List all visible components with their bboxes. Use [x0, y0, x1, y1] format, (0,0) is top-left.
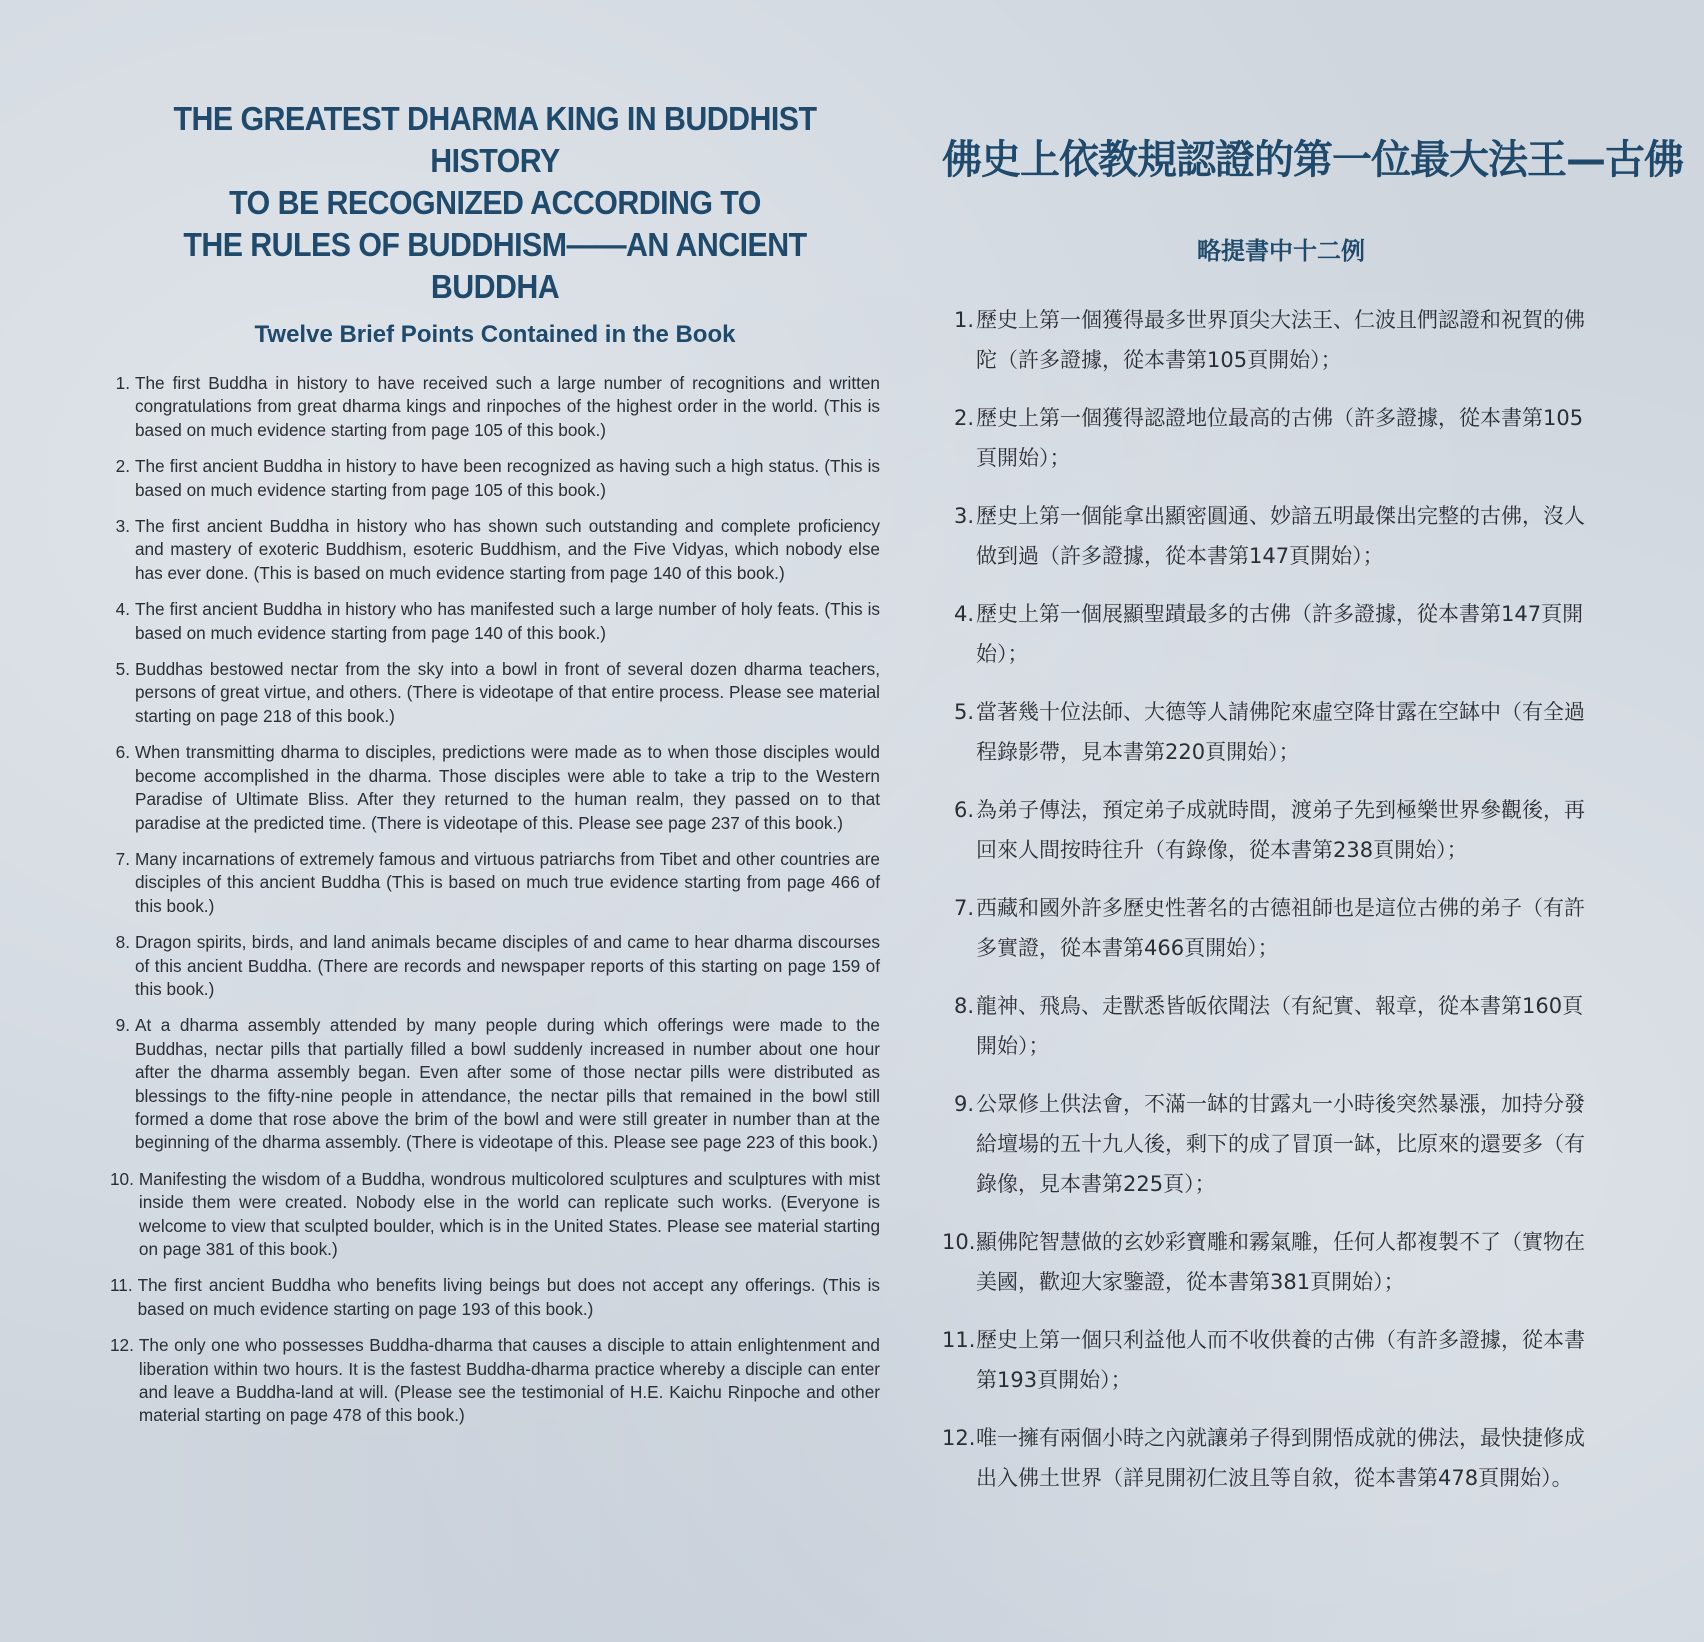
point-text: When transmitting dharma to disciples, predictions were made as to when those disciples would become accomplished in the dharma. Those disciples were able to take a trip to the Western Paradise of Ultimate Bliss. After they returned to the human realm, they passed on to that paradise at the predicted time. (There is videotape of this. Please see page 237 of this book.) [135, 742, 880, 833]
chinese-point-6 [942, 790, 1590, 870]
english-point-10 [110, 1168, 880, 1262]
point-number: 8. [953, 994, 974, 1018]
chinese-point-12 [942, 1418, 1590, 1498]
english-point-7 [110, 848, 880, 918]
chinese-point-5 [942, 692, 1590, 772]
chinese-point-1 [942, 300, 1590, 380]
english-point-2 [110, 455, 880, 502]
english-point-9 [110, 1014, 880, 1154]
chinese-subtitle: 略提書中十二例 [1197, 237, 1365, 265]
point-text: Buddhas bestowed nectar from the sky into a bowl in front of several dozen dharma teachers, persons of great virtue, and others. (There is videotape of that entire process. Please see material starting on page 218 of this book.) [135, 659, 880, 726]
english-title-line: THE GREATEST DHARMA KING IN BUDDHIST HISTORY [173, 100, 817, 179]
english-subtitle: Twelve Brief Points Contained in the Book [254, 321, 736, 348]
point-text: Many incarnations of extremely famous and virtuous patriarchs from Tibet and other countries are disciples of this ancient Buddha (This is based on much true evidence starting from page 466 of this book.) [135, 848, 880, 916]
english-title [141, 98, 849, 308]
chinese-title: 佛史上依教規認證的第一位最大法王—古佛 [942, 137, 1683, 183]
english-points-list [110, 372, 880, 1428]
point-number: 6. [953, 798, 974, 822]
point-number: 5. [115, 659, 130, 680]
point-number: 4. [115, 599, 130, 620]
point-text: 歷史上第一個獲得認證地位最高的古佛（許多證據，從本書第105頁開始）； [976, 406, 1584, 470]
english-point-8 [110, 931, 880, 1001]
english-title-line: THE RULES OF BUDDHISM——AN ANCIENT BUDDHA [183, 226, 807, 305]
chinese-point-2 [942, 398, 1590, 478]
point-text: The only one who possesses Buddha-dharma that causes a disciple to attain enlightenment and liberation within two hours. It is the fastest Buddha-dharma practice whereby a disciple can enter and leave a Buddha-land at will. (Please see the testimonial of H.E. Kaichu Rinpoche and other material starting on page 478 of this book.) [138, 1335, 880, 1426]
point-text: The first ancient Buddha who benefits living beings but does not accept any offerings. (This is based on much evidence starting on page 193 of this book.) [137, 1275, 880, 1319]
point-number: 4. [953, 602, 974, 626]
point-number: 10. [942, 1230, 976, 1254]
chinese-point-7 [942, 888, 1590, 968]
point-text: The first Buddha in history to have received such a large number of recognitions and written congratulations from great dharma kings and rinpoches of the highest order in the world. (This is based on much evidence starting from page 105 of this book.) [135, 373, 880, 440]
point-text: The first ancient Buddha in history who has shown such outstanding and complete proficiency and mastery of exoteric Buddhism, esoteric Buddhism, and the Five Vidyas, which nobody else has ever done. (This is based on much evidence starting from page 140 of this book.) [135, 516, 880, 583]
point-text: 歷史上第一個能拿出顯密圓通、妙諳五明最傑出完整的古佛，沒人做到過（許多證據，從本書第147頁開始）； [976, 504, 1585, 568]
point-number: 2. [115, 456, 130, 477]
point-text: 顯佛陀智慧做的玄妙彩寶雕和霧氣雕，任何人都複製不了（實物在美國，歡迎大家鑒證，從本書第381頁開始）； [976, 1230, 1585, 1294]
point-text: The first ancient Buddha in history to have been recognized as having such a high status. (This is based on much evidence starting from page 105 of this book.) [135, 456, 880, 500]
point-text: Dragon spirits, birds, and land animals became disciples of and came to hear dharma discourses of this ancient Buddha. (There are records and newspaper reports of this starting on page 159 of this book.) [135, 932, 880, 999]
chinese-point-8 [942, 986, 1590, 1066]
point-number: 3. [115, 516, 130, 537]
point-text: 西藏和國外許多歷史性著名的古德祖師也是這位古佛的弟子（有許多實證，從本書第466頁開始）； [976, 896, 1585, 960]
point-number: 1. [953, 308, 974, 332]
english-point-5 [110, 658, 880, 728]
chinese-point-9 [942, 1084, 1590, 1204]
point-number: 3. [953, 504, 974, 528]
point-text: 公眾修上供法會，不滿一缽的甘露丸一小時後突然暴漲，加持分發給壇場的五十九人後，剩下的成了冒頂一缽，比原來的還要多（有錄像，見本書第225頁）； [976, 1092, 1585, 1196]
point-number: 2. [953, 406, 974, 430]
english-point-12 [110, 1334, 880, 1428]
point-number: 12. [942, 1426, 976, 1450]
point-text: At a dharma assembly attended by many people during which offerings were made to the Buddhas, nectar pills that partially filled a bowl suddenly increased in number about one hour after the dharma assembly began. Even after some of those nectar pills were distributed as blessings to the fifty-nine people in attendance, the nectar pills that remained in the bowl still formed a dome that rose above the brim of the bowl and were still greater in number than at the beginning of the dharma assembly. (There is videotape of this. Please see page 223 of this book.) [135, 1015, 880, 1153]
point-text: 唯一擁有兩個小時之內就讓弟子得到開悟成就的佛法，最快捷修成出入佛土世界（詳見開初仁波且等自敘，從本書第478頁開始）。 [976, 1426, 1585, 1490]
point-text: Manifesting the wisdom of a Buddha, wondrous multicolored sculptures and sculptures with mist inside them were created. Nobody else in the world can replicate such works. (Everyone is welcome to view that sculpted boulder, which is in the United States. Please see material starting on page 381 of this book.) [138, 1168, 880, 1259]
english-point-4 [110, 598, 880, 645]
point-text: 為弟子傳法，預定弟子成就時間，渡弟子先到極樂世界參觀後，再回來人間按時往升（有錄像，從本書第238頁開始）； [976, 798, 1585, 862]
english-point-11 [110, 1274, 880, 1321]
point-text: The first ancient Buddha in history who has manifested such a large number of holy feats. (This is based on much evidence starting from page 140 of this book.) [135, 599, 880, 643]
point-text: 龍神、飛鳥、走獸悉皆皈依聞法（有紀實、報章，從本書第160頁開始）； [976, 994, 1584, 1058]
chinese-points-list [942, 300, 1590, 1498]
point-number: 10. [110, 1168, 134, 1189]
chinese-column [942, 132, 1683, 1516]
chinese-point-3 [942, 496, 1590, 576]
point-number: 6. [115, 742, 130, 763]
point-number: 7. [115, 848, 130, 869]
point-text: 當著幾十位法師、大德等人請佛陀來虛空降甘露在空缽中（有全過程錄影帶，見本書第220頁開始）； [976, 700, 1585, 764]
english-point-1 [110, 372, 880, 442]
point-number: 5. [953, 700, 974, 724]
point-number: 9. [953, 1092, 974, 1116]
point-number: 11. [942, 1328, 976, 1352]
english-title-line: TO BE RECOGNIZED ACCORDING TO [229, 184, 761, 221]
chinese-point-4 [942, 594, 1590, 674]
point-number: 1. [115, 373, 130, 393]
point-text: 歷史上第一個展顯聖蹟最多的古佛（許多證據，從本書第147頁開始）； [976, 602, 1584, 666]
english-point-3 [110, 515, 880, 585]
point-number: 7. [953, 896, 974, 920]
english-point-6 [110, 741, 880, 835]
english-column [110, 98, 880, 1441]
point-number: 9. [115, 1015, 130, 1036]
point-text: 歷史上第一個只利益他人而不收供養的古佛（有許多證據，從本書第193頁開始）； [976, 1328, 1585, 1392]
point-number: 12. [110, 1335, 134, 1356]
chinese-point-11 [942, 1320, 1590, 1400]
point-number: 11. [110, 1275, 133, 1296]
point-number: 8. [115, 932, 130, 953]
chinese-point-10 [942, 1222, 1590, 1302]
point-text: 歷史上第一個獲得最多世界頂尖大法王、仁波且們認證和祝賀的佛陀（許多證據，從本書第105頁開始）； [976, 308, 1585, 372]
